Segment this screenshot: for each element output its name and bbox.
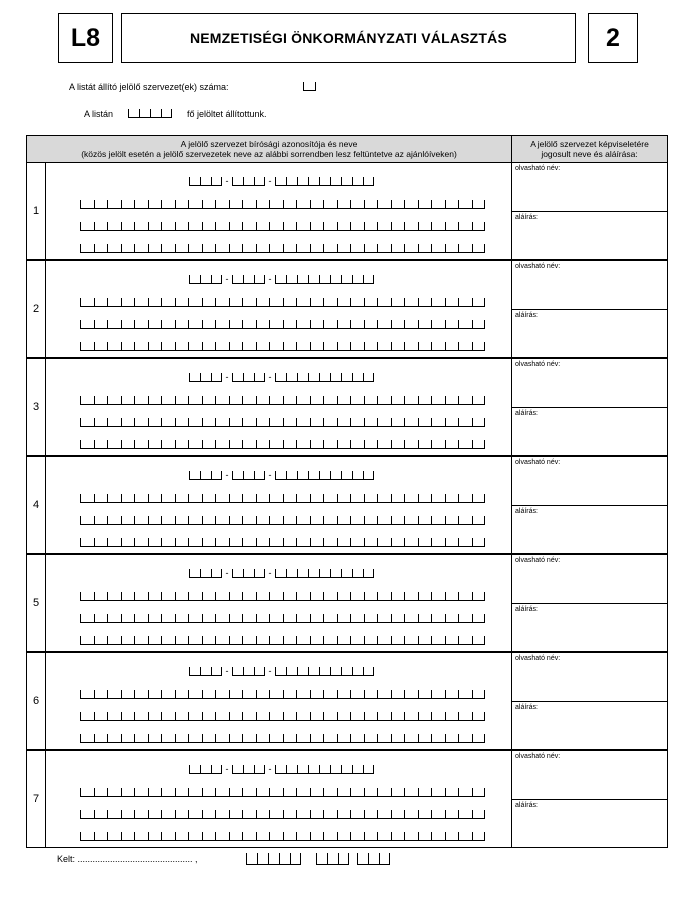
readable-name-field[interactable] [512, 751, 667, 799]
org-name-line[interactable] [80, 298, 485, 307]
signature-label: aláírás: [515, 409, 538, 417]
readable-name-field[interactable] [512, 163, 667, 211]
court-id-field[interactable] [189, 471, 374, 480]
org-name-line[interactable] [80, 320, 485, 329]
org-name-line[interactable] [80, 832, 485, 841]
date-month-field[interactable] [316, 853, 349, 865]
org-name-line[interactable] [80, 690, 485, 699]
list-count-suffix: fő jelöltet állítottunk. [187, 109, 267, 119]
org-name-line[interactable] [80, 734, 485, 743]
readable-name-label: olvasható név: [515, 753, 561, 760]
org-entry [46, 456, 512, 554]
readable-name-label: olvasható név: [515, 263, 561, 270]
rep-entry [512, 456, 668, 554]
table-row [27, 456, 668, 554]
id-separator: - [268, 764, 272, 774]
signature-label: aláírás: [515, 507, 538, 515]
org-entry [46, 358, 512, 456]
signature-label: aláírás: [515, 801, 538, 809]
list-count-prefix: A listán [84, 109, 114, 119]
signature-label: aláírás: [515, 311, 538, 319]
rep-entry [512, 358, 668, 456]
id-separator: - [268, 176, 272, 186]
org-name-line[interactable] [80, 614, 485, 623]
org-name-line[interactable] [80, 396, 485, 405]
table-row [27, 358, 668, 456]
candidate-table [26, 135, 668, 848]
org-entry [46, 260, 512, 358]
readable-name-field[interactable] [512, 653, 667, 701]
court-id-field[interactable] [189, 569, 374, 578]
id-separator: - [225, 666, 229, 676]
org-name-line[interactable] [80, 712, 485, 721]
court-id-field[interactable] [189, 373, 374, 382]
rep-column-header [512, 136, 668, 163]
signature-label: aláírás: [515, 703, 538, 711]
signature-field[interactable] [512, 701, 667, 750]
id-separator: - [268, 568, 272, 578]
readable-name-field[interactable] [512, 555, 667, 603]
date-day-field[interactable] [357, 853, 390, 865]
readable-name-label: olvasható név: [515, 361, 561, 368]
org-count-label: A listát állító jelölő szervezet(ek) száma: [69, 82, 229, 92]
row-number: 4 [27, 456, 46, 554]
rep-entry [512, 554, 668, 652]
page-number: 2 [588, 13, 638, 63]
org-header-line2: (közös jelölt esetén a jelölő szervezetek neve az alábbi sorrendben lesz feltüntetve az ajánlóíveken) [81, 149, 457, 159]
readable-name-field[interactable] [512, 457, 667, 505]
signature-field[interactable] [512, 211, 667, 260]
org-entry [46, 163, 512, 261]
org-name-line[interactable] [80, 538, 485, 547]
org-entry [46, 652, 512, 750]
readable-name-label: olvasható név: [515, 459, 561, 466]
form-code: L8 [58, 13, 113, 63]
org-entry [46, 554, 512, 652]
rep-header-line1: A jelölő szervezet képviseletére [530, 139, 649, 149]
readable-name-label: olvasható név: [515, 165, 561, 172]
id-separator: - [225, 470, 229, 480]
court-id-field[interactable] [189, 177, 374, 186]
row-number: 3 [27, 358, 46, 456]
court-id-field[interactable] [189, 667, 374, 676]
candidate-count-field[interactable] [128, 109, 172, 118]
id-separator: - [225, 372, 229, 382]
table-row [27, 652, 668, 750]
org-name-line[interactable] [80, 200, 485, 209]
table-row [27, 260, 668, 358]
org-name-line[interactable] [80, 342, 485, 351]
org-count-field[interactable] [303, 82, 316, 91]
table-row [27, 163, 668, 261]
id-separator: - [268, 666, 272, 676]
id-separator: - [268, 274, 272, 284]
signature-label: aláírás: [515, 605, 538, 613]
signature-field[interactable] [512, 799, 667, 848]
signature-field[interactable] [512, 309, 667, 358]
rep-entry [512, 163, 668, 261]
table-row [27, 750, 668, 848]
table-row [27, 554, 668, 652]
org-name-line[interactable] [80, 516, 485, 525]
readable-name-field[interactable] [512, 261, 667, 309]
org-name-line[interactable] [80, 418, 485, 427]
row-number: 5 [27, 554, 46, 652]
id-separator: - [225, 176, 229, 186]
row-number: 1 [27, 163, 46, 261]
row-number: 2 [27, 260, 46, 358]
readable-name-field[interactable] [512, 359, 667, 407]
date-year-field[interactable] [246, 853, 301, 865]
org-name-line[interactable] [80, 810, 485, 819]
row-number: 6 [27, 652, 46, 750]
id-separator: - [268, 372, 272, 382]
rep-header-line2: jogosult neve és aláírása: [541, 149, 638, 159]
readable-name-label: olvasható név: [515, 655, 561, 662]
org-name-line[interactable] [80, 244, 485, 253]
signature-label: aláírás: [515, 213, 538, 221]
readable-name-label: olvasható név: [515, 557, 561, 564]
org-name-line[interactable] [80, 788, 485, 797]
row-number: 7 [27, 750, 46, 848]
signature-field[interactable] [512, 505, 667, 554]
org-name-line[interactable] [80, 440, 485, 449]
org-name-line[interactable] [80, 592, 485, 601]
id-separator: - [225, 568, 229, 578]
rep-entry [512, 260, 668, 358]
id-separator: - [225, 764, 229, 774]
court-id-field[interactable] [189, 765, 374, 774]
table-header [27, 136, 668, 163]
org-entry [46, 750, 512, 848]
form-title: NEMZETISÉGI ÖNKORMÁNYZATI VÁLASZTÁS [121, 13, 576, 63]
date-label: Kelt: .............................................. , [57, 854, 198, 864]
org-name-line[interactable] [80, 636, 485, 645]
court-id-field[interactable] [189, 275, 374, 284]
org-name-line[interactable] [80, 222, 485, 231]
org-header-line1: A jelölő szervezet bírósági azonosítója és neve [180, 139, 358, 149]
rep-entry [512, 750, 668, 848]
id-separator: - [268, 470, 272, 480]
id-separator: - [225, 274, 229, 284]
signature-field[interactable] [512, 407, 667, 456]
rep-entry [512, 652, 668, 750]
org-name-line[interactable] [80, 494, 485, 503]
signature-field[interactable] [512, 603, 667, 652]
org-column-header [27, 136, 512, 163]
